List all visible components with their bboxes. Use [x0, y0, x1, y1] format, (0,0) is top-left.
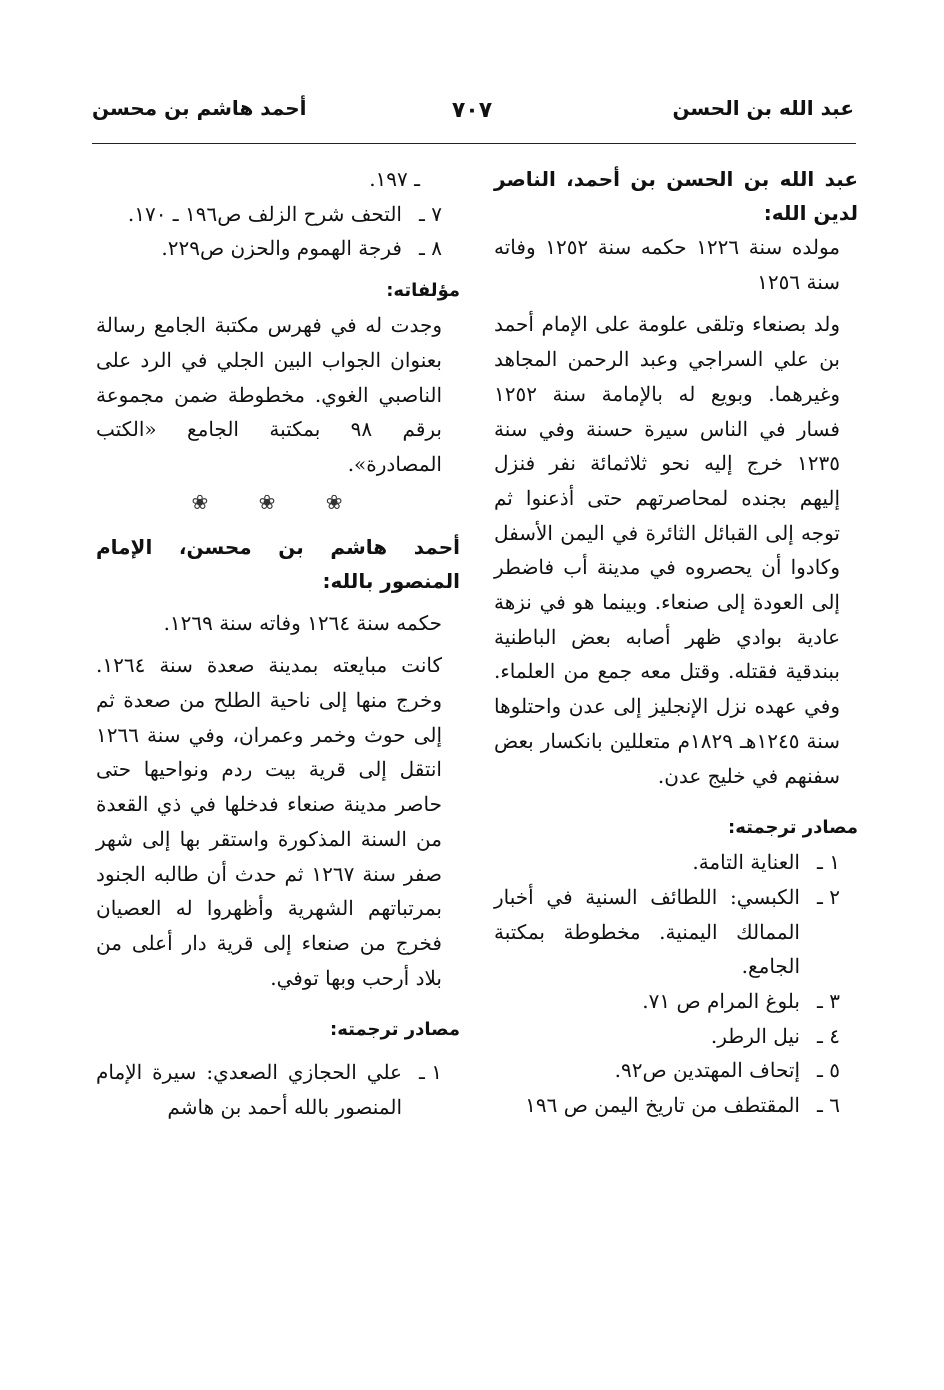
list-number: ٥ ـ: [817, 1058, 840, 1083]
header-rule: [92, 143, 856, 144]
running-header-right: عبد الله بن الحسن: [672, 96, 854, 120]
sources-list-continued: [96, 197, 460, 266]
list-number: ٦ ـ: [817, 1093, 840, 1118]
list-number: ١ ـ: [817, 850, 840, 875]
list-text: الكبسي: اللطائف السنية في أخبار الممالك اليمنية. مخطوطة بمكتبة الجامع.: [494, 884, 800, 979]
list-text: العناية التامة.: [692, 850, 800, 875]
list-number: ١ ـ: [419, 1060, 442, 1085]
entry-body-abdullah: ولد بصنعاء وتلقى علومة على الإمام أحمد بن علي السراجي وعبد الرحمن المجاهد وغيرهما. وبويع له بالإمامة سنة ١٢٥٢ فسار في الناس سيرة حسنة وفي سنة ١٢٣٥ خرج إليه نحو ثلاثمائة نفر فنزل إليهم بجنده لمحاصرتهم حتى أذعنوا ثم توجه إلى القبائل الثائرة في اليمن الأسفل وكادوا أن يحصروه في مدينة أب فاضطر إلى العودة إلى صنعاء. وبينما هو في نزهة عادية بوادي ظهر أصابه بعض الباطنية ببندقية فقتله. وقتل معه جمع من العلماء. وفي عهده نزل الإنجليز إلى عدن واحتلوها سنة ١٢٤٥هـ ١٨٢٩م متعللين بانكسار بعض سفنهم في خليج عدن.: [494, 312, 841, 788]
list-text: التحف شرح الزلف ص١٩٦ ـ ١٧٠.: [127, 201, 402, 226]
list-number: ٨ ـ: [419, 236, 442, 261]
list-number: ٧ ـ: [419, 201, 442, 226]
entry-title-ahmad: أحمد هاشم بن محسن، الإمام المنصور بالله:: [96, 534, 460, 593]
list-text: علي الحجازي الصعدي: سيرة الإمام المنصور بالله أحمد بن هاشم: [96, 1060, 402, 1120]
list-item: [96, 1055, 460, 1124]
list-item: [494, 880, 858, 984]
section-divider-ornaments: ❀ ❀ ❀: [191, 489, 365, 514]
sources-heading-ahmad: مصادر ترجمته:: [330, 1019, 460, 1041]
list-item: [96, 197, 460, 232]
list-text: نيل الرطر.: [710, 1023, 800, 1048]
entry-title-abdullah: عبد الله بن الحسن بن أحمد، الناصر لدين الله:: [494, 167, 858, 225]
list-number: ٣ ـ: [817, 989, 840, 1014]
page-number: ٧٠٧: [451, 98, 493, 123]
list-item: [494, 1019, 858, 1054]
works-heading: مؤلفاته:: [386, 280, 460, 302]
list-item: [96, 231, 460, 266]
sources-list-abdullah: [494, 845, 858, 1123]
list-item: [494, 1088, 858, 1123]
list-item: [494, 1053, 858, 1088]
list-number: ٢ ـ: [817, 884, 840, 909]
list-text: المقتطف من تاريخ اليمن ص ١٩٦: [525, 1093, 800, 1118]
list-text: فرجة الهموم والحزن ص٢٢٩.: [161, 236, 402, 261]
list-text: بلوغ المرام ص ٧١.: [642, 989, 800, 1014]
entry-body-ahmad: كانت مبايعته بمدينة صعدة سنة ١٢٦٤. وخرج منها إلى ناحية الطلح من صعدة ثم إلى حوث وخمر وعمران، وفي سنة ١٢٦٦ انتقل إلى قرية بيت ردم ونواحيها حتى حاصر مدينة صنعاء فدخلها في ذي القعدة من السنة المذكورة واستقر بها إلى شهر صفر سنة ١٢٦٧ ثم حدث أن طالبه الجنود بمرتباتهم الشهرية وأظهروا له العصيان فخرج من صنعاء إلى قرية دار أعلى من بلاد أرحب وبها توفي.: [96, 653, 443, 990]
list-text: إتحاف المهتدين ص٩٢.: [614, 1058, 800, 1083]
list-number: ٤ ـ: [817, 1023, 840, 1048]
sources-continuation: ـ ١٩٧.: [369, 167, 420, 191]
sources-list-ahmad: [96, 1055, 460, 1124]
entry-dates-abdullah: مولده سنة ١٢٢٦ حكمه سنة ١٢٥٢ وفاته سنة ١٢٥٦: [494, 235, 840, 294]
right-column: [494, 162, 858, 1123]
list-item: [494, 845, 858, 880]
list-item: [494, 984, 858, 1019]
sources-heading-abdullah: مصادر ترجمته:: [728, 817, 858, 839]
running-header-left: أحمد هاشم بن محسن: [92, 96, 307, 120]
left-column: [96, 162, 460, 1125]
entry-dates-ahmad: حكمه سنة ١٢٦٤ وفاته سنة ١٢٦٩.: [163, 610, 442, 635]
works-body: وجدت له في فهرس مكتبة الجامع رسالة بعنوان الجواب البين الجلي في الرد على الناصبي الغوي. مخطوطة ضمن مجموعة برقم ٩٨ بمكتبة الجامع «الكتب المصادرة».: [96, 313, 442, 476]
